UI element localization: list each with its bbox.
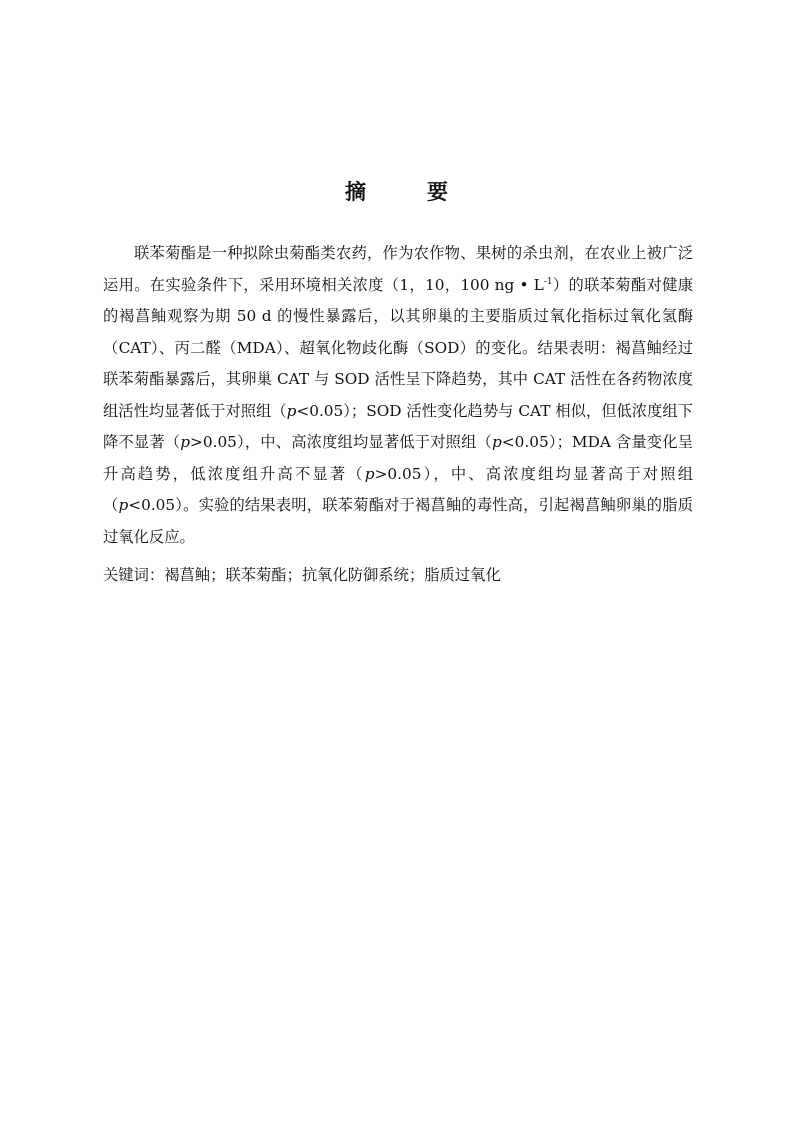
p-symbol: p: [180, 433, 191, 451]
p-symbol: p: [286, 401, 297, 420]
abstract-text-1: 联苯菊酯是一种拟除虫菊酯类农药，作为农作物、果树的杀虫剂，在农业上被广泛运用。在实验条件下，采用环境相关浓度（1，10，100 ng • L: [103, 244, 693, 294]
abstract-text-2: ）的联苯菊酯对健康的褐菖鲉观察为期 50 d 的慢性暴露后，以其卵巢的主要脂质过氧化指标过氧化氢酶（CAT）、丙二醛（MDA）、超氧化物歧化酶（SOD）的变化。结果表明：褐菖鲉经过联苯菊酯暴露后，其卵巢 CAT 与 SOD 活性呈下降趋势，其中 CAT 活性在各药物浓度组活性均显著低于对照组（: [103, 275, 693, 420]
page-title: 摘 要: [345, 180, 468, 204]
abstract-text-7: <0.05）。实验的结果表明，联苯菊酯对于褐菖鲉的毒性高，引起褐菖鲉卵巢的脂质过氧化反应。: [103, 496, 693, 546]
keywords-line: [103, 561, 703, 589]
keywords-label: 关键词：: [103, 566, 165, 584]
p-symbol: p: [118, 496, 129, 514]
abstract-text-5: <0.05）；MDA 含量变化呈升高趋势，低浓度组升高不显著（: [103, 433, 693, 483]
p-symbol: p: [364, 464, 375, 483]
abstract-paragraph: [103, 238, 693, 553]
unit-superscript: -1: [543, 276, 553, 287]
abstract-text-4: >0.05），中、高浓度组均显著低于对照组（: [190, 433, 492, 451]
keywords-text: 褐菖鲉；联苯菊酯；抗氧化防御系统；脂质过氧化: [164, 566, 501, 584]
abstract-text-6: >0.05），中、高浓度组均显著高于对照组（: [103, 464, 693, 514]
p-symbol: p: [492, 433, 502, 451]
abstract-text-3: <0.05）；SOD 活性变化趋势与 CAT 相似，但低浓度组下降不显著（: [103, 401, 693, 451]
